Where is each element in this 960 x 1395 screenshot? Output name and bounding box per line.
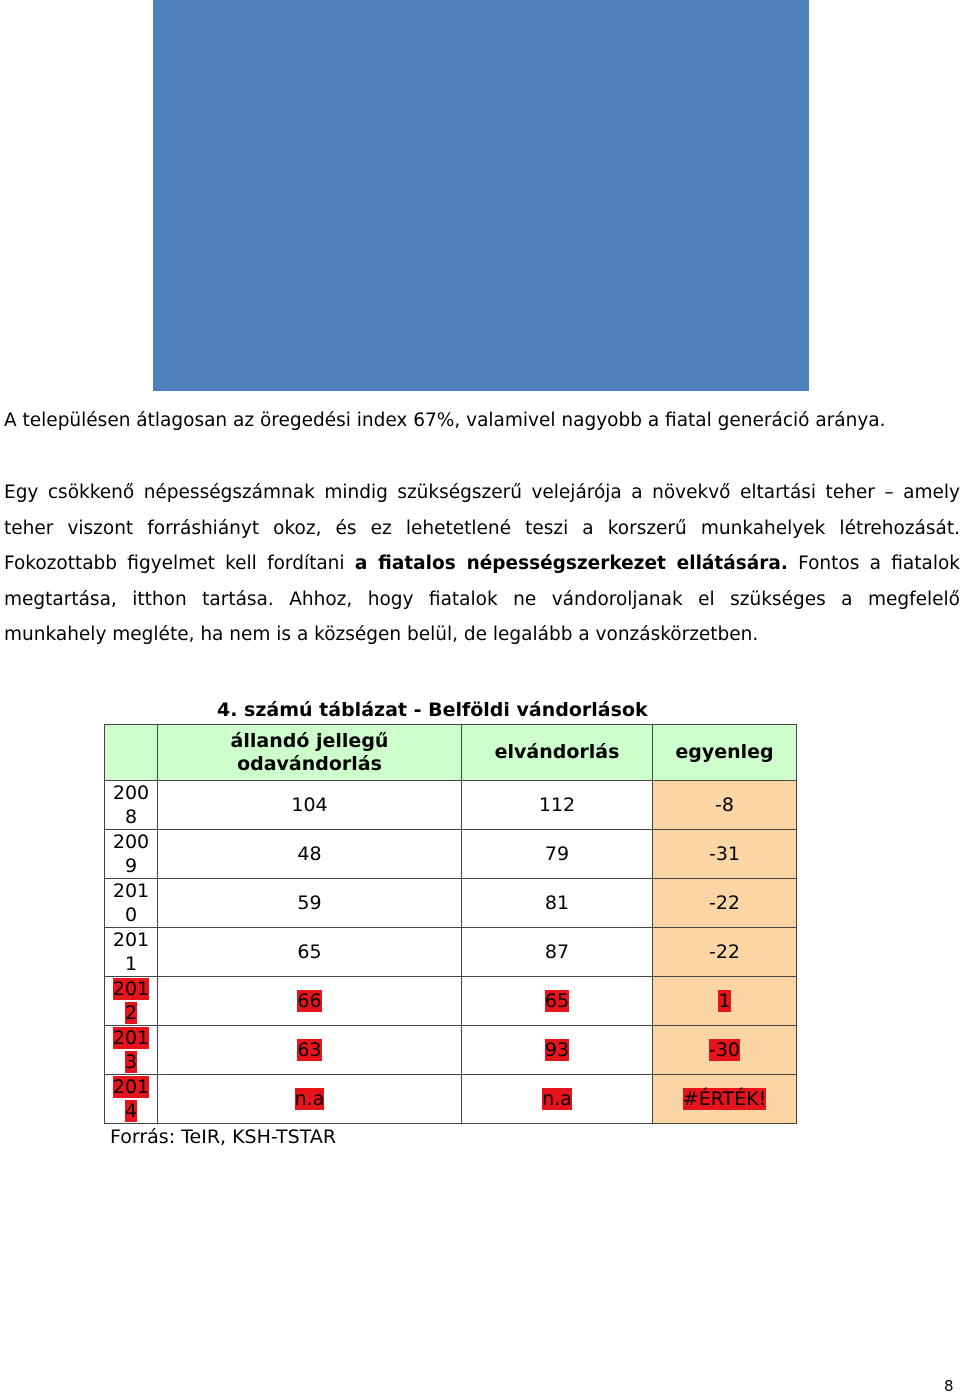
balance-cell xyxy=(653,879,797,928)
cell-value: 81 xyxy=(544,892,570,914)
migration-table xyxy=(104,724,797,1124)
year-part: 201 xyxy=(112,1076,150,1098)
year-cell xyxy=(105,830,158,879)
immigration-cell xyxy=(158,977,462,1026)
year-part: 3 xyxy=(124,1051,138,1073)
header-balance: egyenleg xyxy=(653,725,797,781)
balance-cell xyxy=(653,1075,797,1124)
cell-value: 48 xyxy=(297,843,322,865)
year-part: 201 xyxy=(112,880,150,902)
cell-value: -22 xyxy=(708,941,741,963)
immigration-cell xyxy=(158,928,462,977)
year-part: 200 xyxy=(112,782,150,804)
year-cell xyxy=(105,977,158,1026)
cell-value: -31 xyxy=(708,843,741,865)
immigration-cell xyxy=(158,830,462,879)
table-row xyxy=(105,1026,797,1075)
emigration-cell xyxy=(462,830,653,879)
year-part: 200 xyxy=(112,831,150,853)
immigration-cell xyxy=(158,879,462,928)
balance-cell xyxy=(653,781,797,830)
cell-value: 59 xyxy=(297,892,322,914)
emigration-cell xyxy=(462,781,653,830)
table-row xyxy=(105,1075,797,1124)
year-cell xyxy=(105,781,158,830)
table-caption: 4. számú táblázat - Belföldi vándorlások xyxy=(217,699,648,721)
paragraph-population xyxy=(4,475,960,653)
year-part: 0 xyxy=(124,904,138,926)
immigration-cell xyxy=(158,781,462,830)
immigration-cell xyxy=(158,1026,462,1075)
year-cell xyxy=(105,928,158,977)
year-part: 201 xyxy=(112,978,150,1000)
table-row xyxy=(105,781,797,830)
cell-value: 79 xyxy=(544,843,570,865)
cell-value: #ÉRTÉK! xyxy=(682,1088,767,1110)
paragraph-bold-text: a fiatalos népességszerkezet ellátására. xyxy=(354,553,788,574)
immigration-cell xyxy=(158,1075,462,1124)
balance-cell xyxy=(653,1026,797,1075)
cell-value: 93 xyxy=(544,1039,570,1061)
header-immigration: állandó jellegű odavándorlás xyxy=(158,725,462,781)
cell-value: -8 xyxy=(715,794,734,816)
balance-cell xyxy=(653,830,797,879)
paragraph-text-part2: Fontos a fiatalok megtartása, itthon tartása. Ahhoz, hogy fiatalok ne vándoroljanak el szükséges a megfelelő munkahely megléte, ha nem is a községen belül, de legalább a vonzáskörzetben. xyxy=(4,553,960,645)
cell-value: 1 xyxy=(718,990,731,1012)
cell-value: -30 xyxy=(708,1039,741,1061)
table-row xyxy=(105,830,797,879)
table-row xyxy=(105,928,797,977)
year-cell xyxy=(105,1026,158,1075)
cell-value: 63 xyxy=(297,1039,322,1061)
year-part: 8 xyxy=(124,806,138,828)
cell-value: 87 xyxy=(544,941,570,963)
year-part: 1 xyxy=(124,953,138,975)
emigration-cell xyxy=(462,928,653,977)
table-row xyxy=(105,977,797,1026)
year-cell xyxy=(105,879,158,928)
cell-value: 65 xyxy=(297,941,322,963)
cell-value: 112 xyxy=(538,794,576,816)
table-row xyxy=(105,879,797,928)
cell-value: n.a xyxy=(294,1088,325,1110)
year-cell xyxy=(105,1075,158,1124)
emigration-cell xyxy=(462,977,653,1026)
header-empty-cell xyxy=(105,725,158,781)
table-source: Forrás: TeIR, KSH-TSTAR xyxy=(110,1126,337,1148)
paragraph-text-part1: Egy csökkenő népességszámnak mindig szükségszerű velejárója a növekvő eltartási teher – amely teher viszont forráshiányt okoz, és ez lehetetlené teszi a korszerű munkahelyek létrehozását. Fokozottabb figyelmet kell fordítani xyxy=(4,482,960,574)
cell-value: 65 xyxy=(544,990,570,1012)
paragraph-aging-index: A településen átlagosan az öregedési index 67%, valamivel nagyobb a fiatal generáció aránya. xyxy=(4,410,886,431)
cell-value: -22 xyxy=(708,892,741,914)
emigration-cell xyxy=(462,1026,653,1075)
emigration-cell xyxy=(462,879,653,928)
header-emigration: elvándorlás xyxy=(462,725,653,781)
cell-value: 104 xyxy=(291,794,328,816)
year-part: 201 xyxy=(112,929,150,951)
cell-value: n.a xyxy=(542,1088,572,1110)
year-part: 9 xyxy=(124,855,138,877)
year-part: 4 xyxy=(124,1100,138,1122)
table-header-row xyxy=(105,725,797,781)
balance-cell xyxy=(653,977,797,1026)
cell-value: 66 xyxy=(297,990,322,1012)
emigration-cell xyxy=(462,1075,653,1124)
year-part: 201 xyxy=(112,1027,150,1049)
balance-cell xyxy=(653,928,797,977)
year-part: 2 xyxy=(124,1002,138,1024)
chart-placeholder-panel xyxy=(153,0,809,391)
page-number: 8 xyxy=(944,1377,954,1395)
